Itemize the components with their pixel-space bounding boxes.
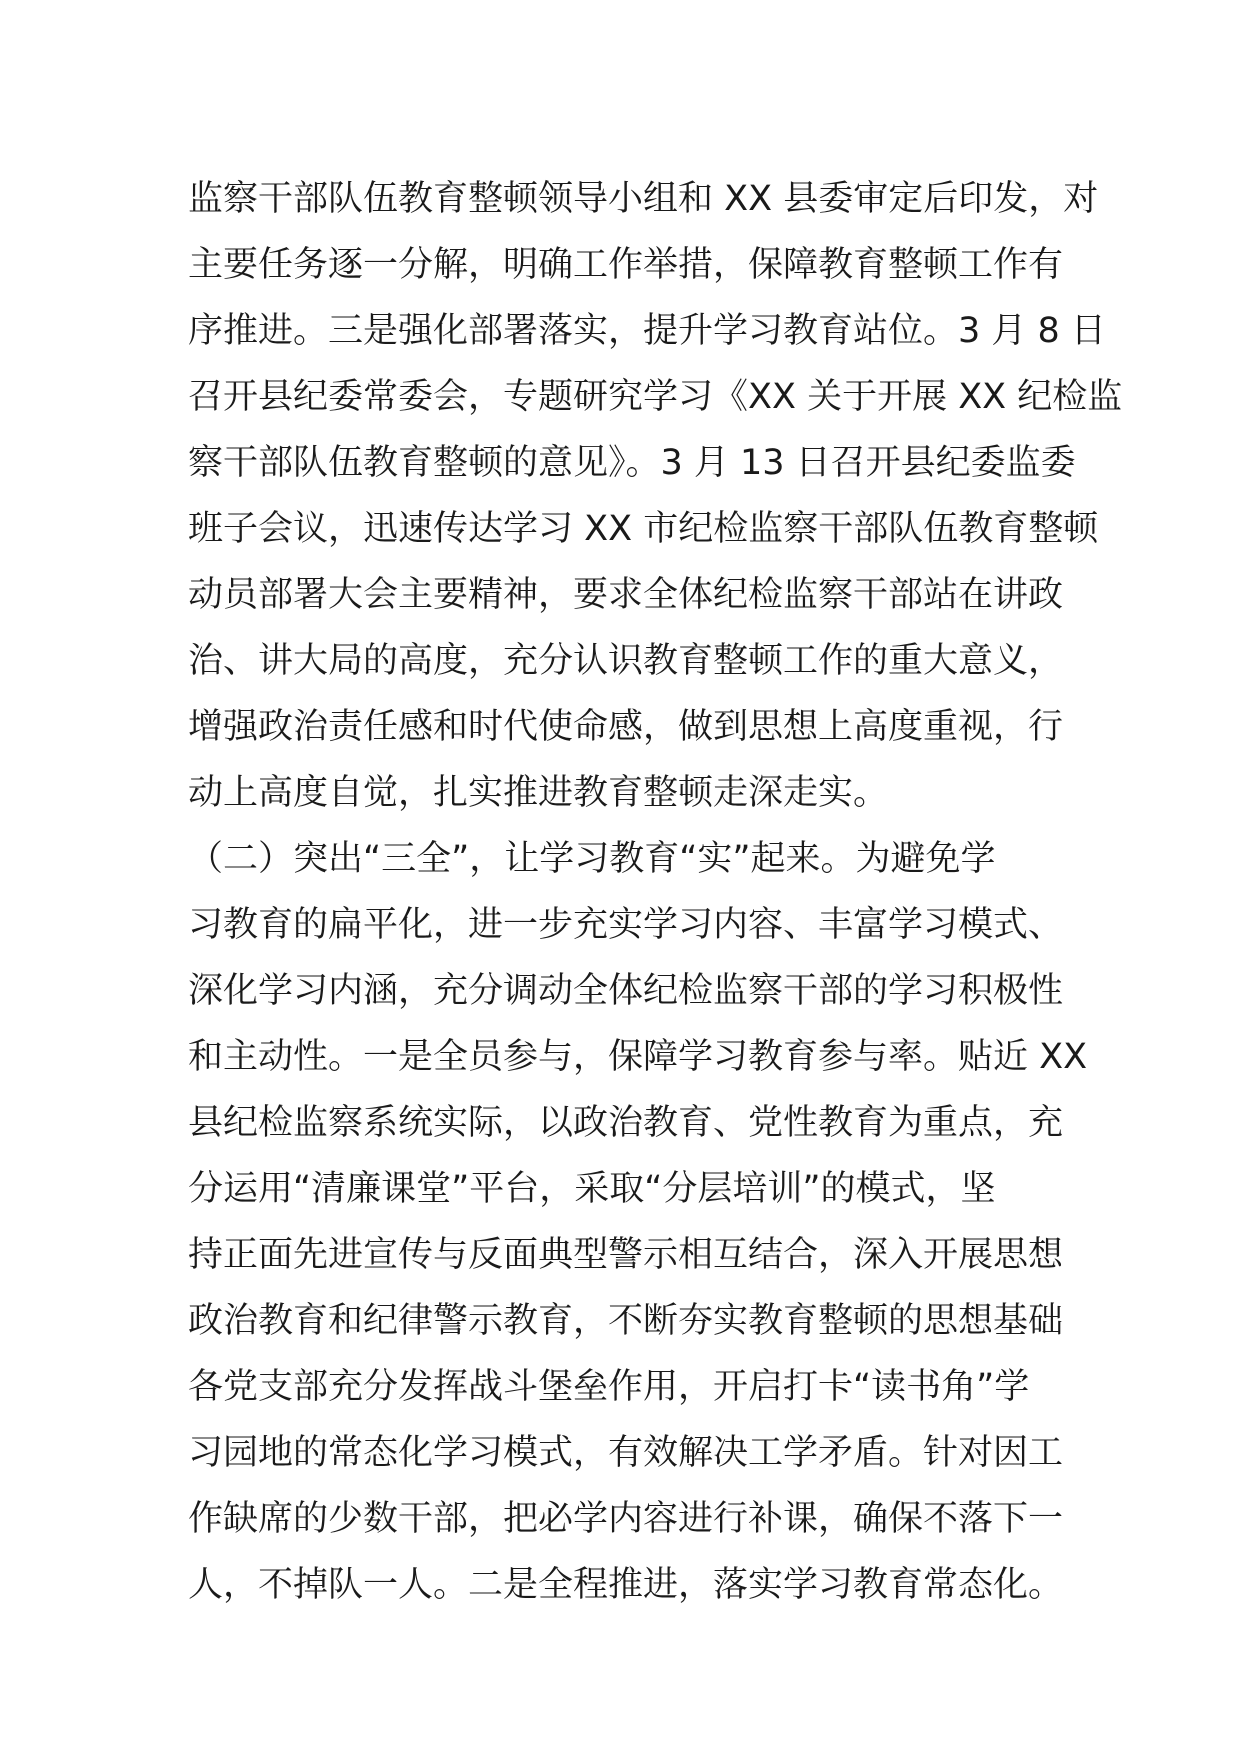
text-line: 人，不掉队一人。二是全程推进，落实学习教育常态化。 (188, 1565, 1064, 1605)
text-line: 县纪检监察系统实际，以政治教育、党性教育为重点，充 (188, 1103, 1064, 1143)
text-line: 主要任务逐一分解，明确工作举措，保障教育整顿工作有 (188, 245, 1064, 285)
text-line: 政治教育和纪律警示教育，不断夯实教育整顿的思想基础 (188, 1301, 1064, 1341)
text-line: 习园地的常态化学习模式，有效解决工学矛盾。针对因工 (188, 1433, 1064, 1473)
text-line: 序推进。三是强化部署落实，提升学习教育站位。3 月 8 日 (188, 311, 1106, 351)
text-line: 分运用“清廉课堂”平台，采取“分层培训”的模式，坚 (188, 1169, 996, 1209)
text-line: 治、讲大局的高度，充分认识教育整顿工作的重大意义， (188, 641, 1064, 681)
text-line: 持正面先进宣传与反面典型警示相互结合，深入开展思想 (188, 1235, 1064, 1275)
text-line: 深化学习内涵，充分调动全体纪检监察干部的学习积极性 (188, 971, 1064, 1011)
text-line: 和主动性。一是全员参与，保障学习教育参与率。贴近 XX (188, 1037, 1088, 1077)
text-line: 察干部队伍教育整顿的意见》。3 月 13 日召开县纪委监委 (188, 443, 1076, 483)
text-line: （二）突出“三全”，让学习教育“实”起来。为避免学 (188, 839, 996, 879)
text-line: 动员部署大会主要精神，要求全体纪检监察干部站在讲政 (188, 575, 1064, 615)
text-line: 增强政治责任感和时代使命感，做到思想上高度重视，行 (188, 707, 1064, 747)
text-line: 动上高度自觉，扎实推进教育整顿走深走实。 (188, 773, 889, 813)
text-line: 各党支部充分发挥战斗堡垒作用，开启打卡“读书角”学 (188, 1367, 1030, 1407)
text-line: 作缺席的少数干部，把必学内容进行补课，确保不落下一 (188, 1499, 1064, 1539)
text-line: 监察干部队伍教育整顿领导小组和 XX 县委审定后印发，对 (188, 179, 1099, 219)
body-text (188, 166, 1123, 1618)
text-line: 习教育的扁平化，进一步充实学习内容、丰富学习模式、 (188, 905, 1064, 945)
text-line: 班子会议，迅速传达学习 XX 市纪检监察干部队伍教育整顿 (188, 509, 1099, 549)
text-line: 召开县纪委常委会，专题研究学习《XX 关于开展 XX 纪检监 (188, 377, 1123, 417)
